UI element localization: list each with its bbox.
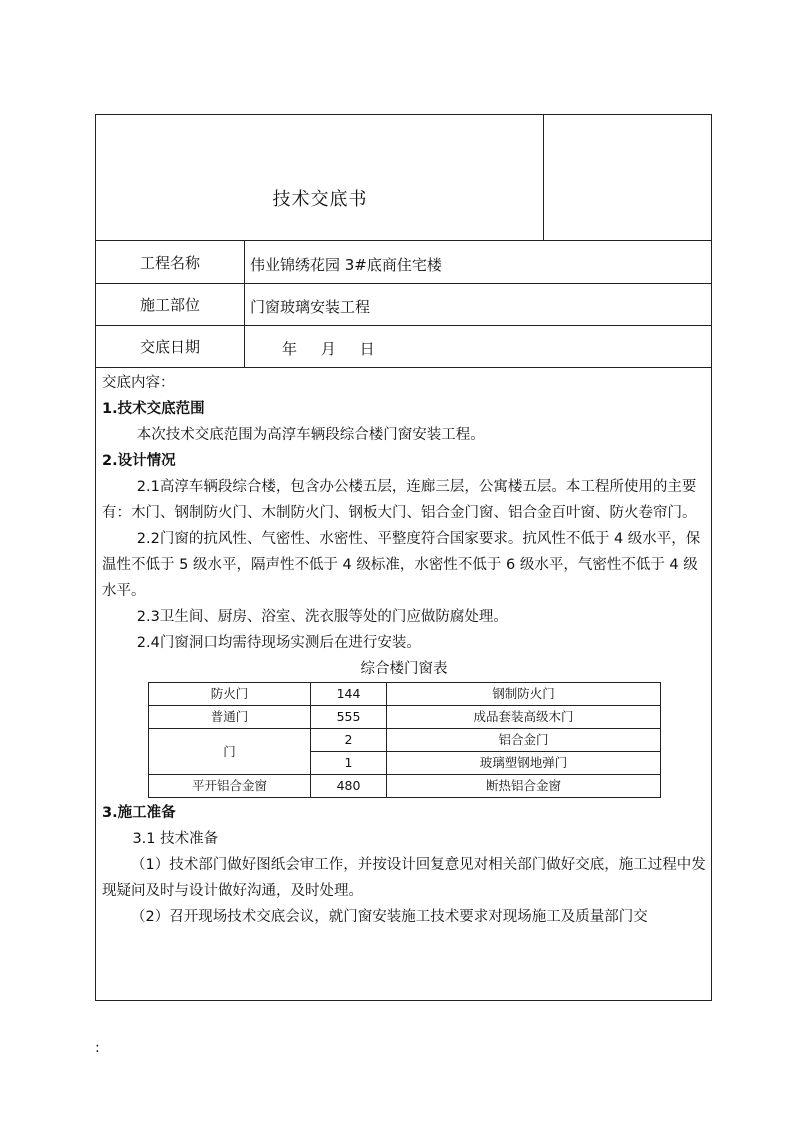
disclosure-form: [95, 114, 712, 1001]
table-cell-name: 平开铝合金窗: [149, 775, 311, 798]
content-label: 交底内容：: [102, 375, 175, 391]
disclosure-date-label: 交底日期: [139, 338, 200, 356]
table-cell-desc: 断热铝合金窗: [387, 775, 661, 798]
section-1-heading: 1.技术交底范围: [102, 401, 205, 417]
table-cell-qty: 480: [311, 775, 387, 798]
table-cell-name: 普通门: [149, 706, 311, 729]
section-1-text: 本次技术交底范围为高淳车辆段综合楼门窗安装工程。: [136, 427, 485, 443]
document-title: 技术交底书: [272, 189, 368, 210]
footer-mark: :: [95, 1040, 100, 1056]
section-2-2-text: 2.2门窗的抗风性、气密性、水密性、平整度符合国家要求。抗风性不低于 4 级水平，保温性不低于 5 级水平，隔声性不低于 4 级标准，水密性不低于 6 级水平，气密性不低于 4 级水平。: [102, 531, 701, 599]
table-row: [149, 706, 661, 729]
section-3-paragraph-1: （1）技术部门做好图纸会审工作，并按设计回复意见对相关部门做好交底，施工过程中发现疑问及时与设计做好沟通，及时处理。: [102, 857, 706, 899]
table-cell-desc: 玻璃塑钢地弹门: [387, 752, 661, 775]
section-3-paragraph-2: （2）召开现场技术交底会议，就门窗安装施工技术要求对现场施工及质量部门交: [131, 909, 648, 925]
section-2-heading: 2.设计情况: [102, 453, 176, 469]
construction-part-value: 门窗玻璃安装工程: [250, 298, 371, 316]
door-window-table: [148, 682, 661, 798]
project-name-value: 伟业锦绣花园 3#底商住宅楼: [250, 256, 442, 274]
section-2-3-text: 2.3卫生间、厨房、浴室、洗衣服等处的门应做防腐处理。: [136, 609, 508, 625]
title-divider: [543, 115, 544, 240]
project-name-label: 工程名称: [139, 254, 200, 272]
table-cell-name: 防火门: [149, 683, 311, 706]
row-divider: [96, 325, 711, 326]
section-3-1-heading: 3.1 技术准备: [132, 831, 219, 847]
table-cell-desc: 成品套装高级木门: [387, 706, 661, 729]
disclosure-date-value: 年 月 日: [282, 340, 375, 358]
table-cell-qty: 2: [311, 729, 387, 752]
section-2-1-text: 2.1高淳车辆段综合楼，包含办公楼五层，连廊三层，公寓楼五层。本工程所使用的主要有：木门、钢制防火门、木制防火门、钢板大门、铝合金门窗、铝合金百叶窗、防火卷帘门。: [102, 479, 697, 521]
table-cell-name: 门: [149, 729, 311, 775]
label-divider: [244, 240, 245, 367]
row-divider: [96, 240, 711, 241]
table-row: [149, 729, 661, 752]
table-cell-qty: 144: [311, 683, 387, 706]
section-2-4-text: 2.4门窗洞口均需待现场实测后在进行安装。: [136, 635, 421, 651]
table-row: [149, 683, 661, 706]
section-3-heading: 3.施工准备: [102, 805, 176, 821]
table-cell-qty: 555: [311, 706, 387, 729]
disclosure-content: [102, 370, 706, 930]
row-divider: [96, 283, 711, 284]
table-caption: 综合楼门窗表: [360, 661, 448, 677]
row-divider: [96, 367, 711, 368]
table-row: [149, 775, 661, 798]
construction-part-label: 施工部位: [139, 296, 200, 314]
table-cell-desc: 铝合金门: [387, 729, 661, 752]
table-cell-qty: 1: [311, 752, 387, 775]
table-cell-desc: 钢制防火门: [387, 683, 661, 706]
